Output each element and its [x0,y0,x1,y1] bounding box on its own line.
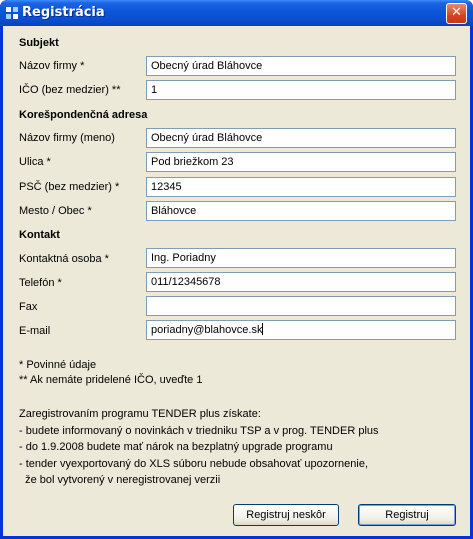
email-label: E-mail [19,325,51,337]
corr-name-input[interactable]: Obecný úrad Bláhovce [146,128,456,148]
email-value: poriadny@blahovce.sk [151,324,263,336]
register-later-button[interactable]: Registruj neskôr [233,504,339,526]
section-correspondence: Korešpondenčná adresa [19,109,148,121]
benefit-item: - budete informovaný o novinkách v triedniku TSP a v prog. TENDER plus [19,425,379,437]
register-button[interactable]: Registruj [358,504,456,526]
benefit-item: - do 1.9.2008 budete mať nárok na bezplatný upgrade programu [19,441,333,453]
contact-person-label: Kontaktná osoba * [19,253,109,265]
section-subject: Subjekt [19,37,59,49]
window-title: Registrácia [22,5,105,20]
company-name-input[interactable]: Obecný úrad Bláhovce [146,56,456,76]
phone-label: Telefón * [19,277,62,289]
app-logo-icon [5,6,19,20]
ico-input[interactable]: 1 [146,80,456,100]
benefit-item: - tender vyexportovaný do XLS súboru nebude obsahovať upozornenie, [19,458,369,470]
ico-label: IČO (bez medzier) ** [19,84,121,96]
phone-input[interactable]: 011/12345678 [146,272,456,292]
zip-label: PSČ (bez medzier) * [19,181,120,193]
text-caret [262,323,263,335]
close-icon: ✕ [451,5,462,20]
city-input[interactable]: Bláhovce [146,201,456,221]
required-note: * Povinné údaje [19,359,97,371]
benefit-item: že bol vytvorený v neregistrovanej verzii [19,474,221,486]
fax-label: Fax [19,301,38,313]
corr-name-label: Názov firmy (meno) [19,132,115,144]
contact-person-input[interactable]: Ing. Poriadny [146,248,456,268]
benefits-intro: Zaregistrovaním programu TENDER plus získate: [19,408,261,420]
section-contact: Kontakt [19,229,60,241]
title-bar[interactable] [0,0,473,26]
zip-input[interactable]: 12345 [146,177,456,197]
dialog-body [3,26,470,536]
company-name-label: Názov firmy * [19,60,85,72]
email-input[interactable] [146,320,456,340]
fax-input[interactable] [146,296,456,316]
street-label: Ulica * [19,156,51,168]
street-input[interactable]: Pod briežkom 23 [146,152,456,172]
close-button[interactable] [446,3,467,24]
city-label: Mesto / Obec * [19,205,92,217]
ico-note: ** Ak nemáte pridelené IČO, uveďte 1 [19,374,203,386]
